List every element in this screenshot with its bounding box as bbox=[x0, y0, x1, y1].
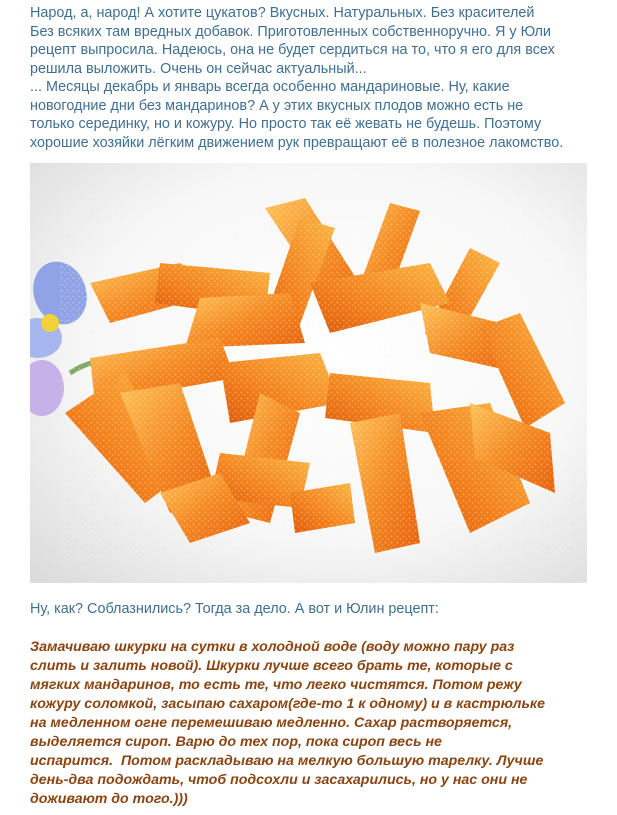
peel-pile bbox=[60, 193, 570, 563]
intro-line: ... Месяцы декабрь и январь всегда особенно мандариновые. Ну, какие bbox=[30, 79, 510, 95]
recipe-line: день-два подождать, чтоб подсохли и засахарились, но у нас они не bbox=[30, 772, 528, 788]
intro-line: только серединку, но и кожуру. Но просто так её жевать не будешь. Поэтому bbox=[30, 116, 542, 132]
intro-line: рецепт выпросила. Надеюсь, она не будет сердиться на то, что я его для всех bbox=[30, 42, 555, 58]
candied-peel-illustration bbox=[30, 163, 587, 583]
intro-line: хорошие хозяйки лёгким движением рук превращают её в полезное лакомство. bbox=[30, 134, 564, 151]
intro-line: Без всяких там вредных добавок. Приготовленных собственноручно. Я у Юли bbox=[30, 23, 551, 40]
recipe-text bbox=[30, 638, 590, 809]
candied-peel-photo bbox=[30, 163, 587, 583]
recipe-line: кожуру соломкой, засыпаю сахаром(где-то 1 к одному) и в кастрюльке bbox=[30, 696, 546, 712]
intro-line: Народ, а, народ! А хотите цукатов? Вкусных. Натуральных. Без красителей bbox=[30, 5, 535, 21]
recipe-line: на медленном огне перемешиваю медленно. Сахар растворяется, bbox=[30, 715, 513, 731]
recipe-line: испарится. Потом раскладываю на мелкую большую тарелку. Лучше bbox=[30, 753, 544, 769]
recipe-line: доживают до того.))) bbox=[30, 791, 188, 807]
intro-text bbox=[30, 4, 600, 152]
recipe-line: мягких мандаринов, то есть те, что легко чистятся. Потом режу bbox=[30, 677, 522, 693]
recipe-line: выделяется сироп. Варю до тех пор, пока сироп весь не bbox=[30, 734, 442, 750]
recipe-line: слить и залить новой). Шкурки лучше всего брать те, которые с bbox=[30, 658, 513, 674]
call-to-action: Ну, как? Соблазнились? Тогда за дело. А вот и Юлин рецепт: bbox=[30, 601, 439, 617]
intro-line: новогодние дни без мандаринов? А у этих вкусных плодов можно есть не bbox=[30, 97, 524, 114]
intro-line: решила выложить. Очень он сейчас актуальный... bbox=[30, 60, 367, 77]
recipe-line: Замачиваю шкурки на сутки в холодной воде (воду можно пару раз bbox=[30, 639, 515, 655]
